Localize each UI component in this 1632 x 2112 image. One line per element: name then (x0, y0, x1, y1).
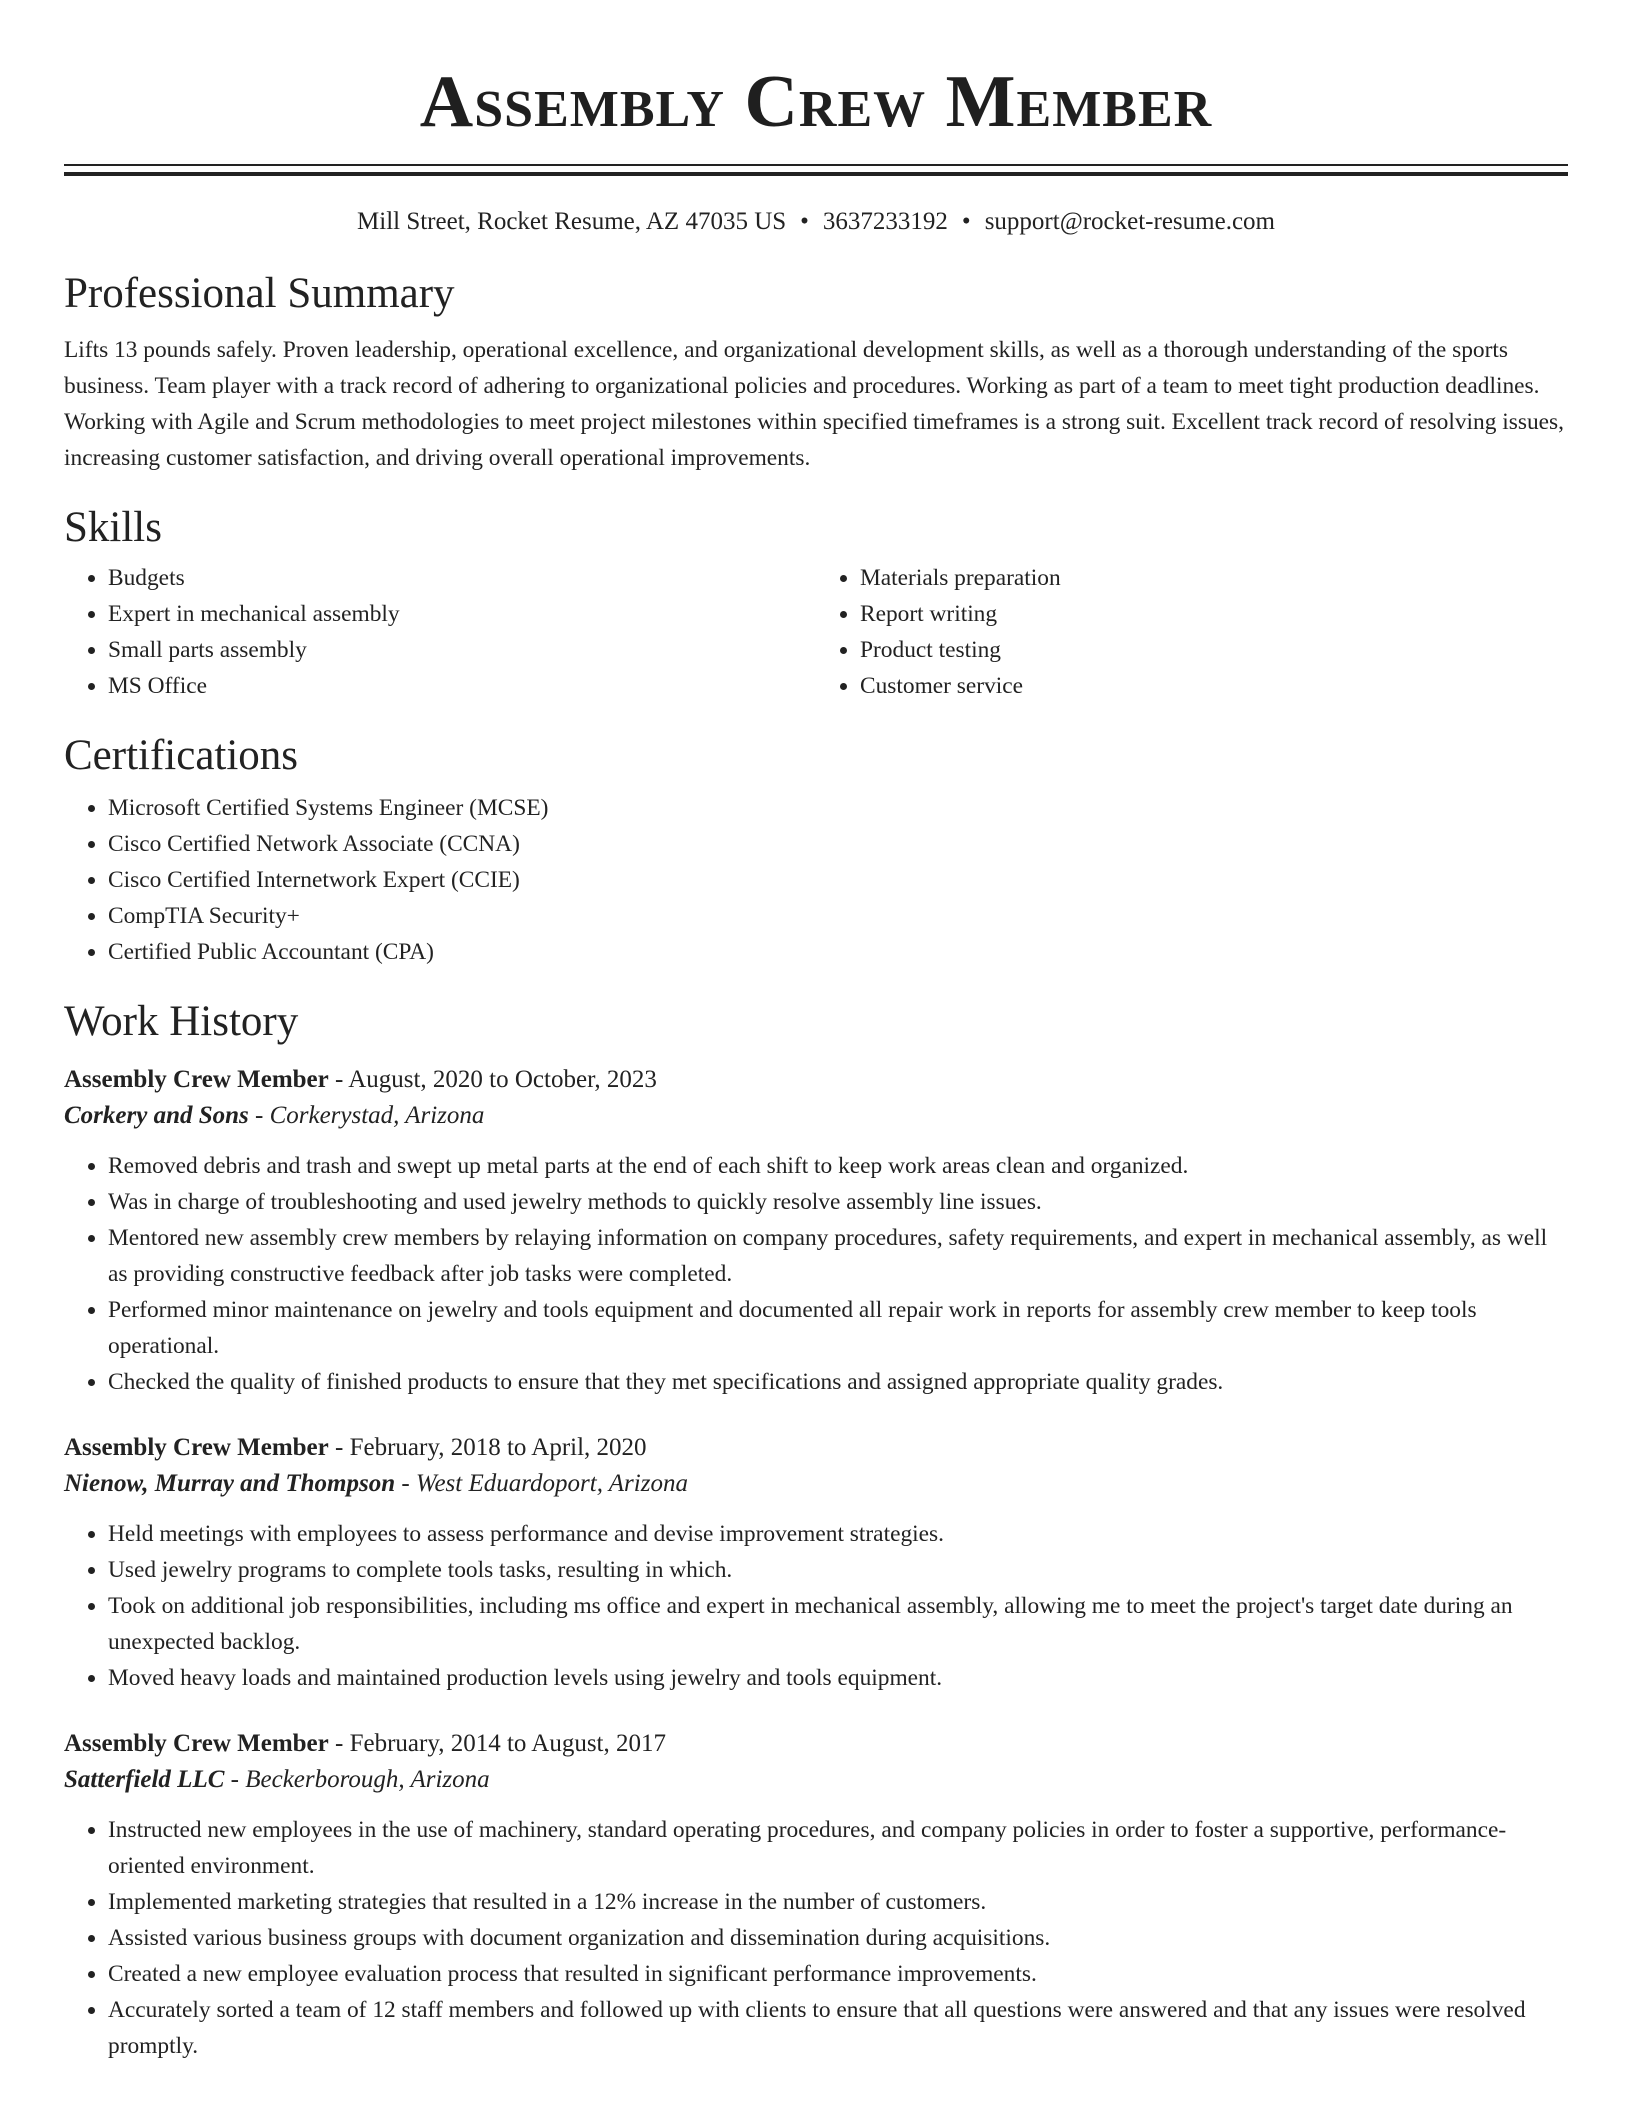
skill-item: • Materials preparation (860, 560, 1568, 596)
job-title: Assembly Crew Member (64, 1066, 329, 1093)
skills-columns (64, 560, 1568, 704)
job-bullet: • Instructed new employees in the use of machinery, standard operating procedures, and company policies in order to foster a supportive, performance-oriented environment. (108, 1812, 1568, 1884)
company-location: - Beckerborough, Arizona (224, 1766, 490, 1793)
header-divider-thick (64, 172, 1568, 176)
skills-heading: Skills (64, 504, 162, 551)
job-bullet: • Mentored new assembly crew members by relaying information on company procedures, safety requirements, and expert in mechanical assembly, as well as providing constructive feedback after job tasks were completed. (108, 1220, 1568, 1292)
certifications-heading: Certifications (64, 732, 299, 779)
contact-separator: • (800, 208, 809, 235)
job-bullet: • Removed debris and trash and swept up metal parts at the end of each shift to keep work areas clean and organized. (108, 1148, 1568, 1184)
certification-item: • Cisco Certified Internetwork Expert (CCIE) (108, 862, 1568, 898)
job-bullet: • Assisted various business groups with document organization and dissemination during acquisitions. (108, 1920, 1568, 1956)
skill-item: • Product testing (860, 632, 1568, 668)
company-name: Corkery and Sons (64, 1102, 249, 1129)
job-title: Assembly Crew Member (64, 1730, 329, 1757)
contact-email: support@rocket-resume.com (984, 208, 1275, 235)
skill-item: • Small parts assembly (108, 632, 816, 668)
skill-item: • Customer service (860, 668, 1568, 704)
candidate-name: Assembly Crew Member (419, 61, 1213, 143)
certification-item: • Cisco Certified Network Associate (CCNA) (108, 826, 1568, 862)
company-line (64, 1098, 1568, 1134)
header-divider-thin (64, 164, 1568, 166)
job-entry (64, 1430, 1568, 1696)
summary-heading: Professional Summary (64, 270, 455, 317)
company-location: - West Eduardoport, Arizona (395, 1470, 688, 1497)
skill-item: • Report writing (860, 596, 1568, 632)
job-title-line (64, 1726, 1568, 1762)
job-bullet: • Accurately sorted a team of 12 staff members and followed up with clients to ensure that all questions were answered and that any issues were resolved promptly. (108, 1992, 1568, 2064)
job-bullet: • Moved heavy loads and maintained production levels using jewelry and tools equipment. (108, 1660, 1568, 1696)
summary-text: Lifts 13 pounds safely. Proven leadership, operational excellence, and organizational development skills, as well as a thorough understanding of the sports business. Team player with a track record of adhering to organizational policies and procedures. Working as part of a team to meet tight production deadlines. Working with Agile and Scrum methodologies to meet project milestones within specified timeframes is a strong suit. Excellent track record of resolving issues, increasing customer satisfaction, and driving overall operational improvements. (64, 337, 1564, 471)
job-dates: - February, 2018 to April, 2020 (328, 1434, 647, 1461)
contact-separator: • (961, 208, 971, 235)
job-bullet: • Was in charge of troubleshooting and used jewelry methods to quickly resolve assembly line issues. (108, 1184, 1568, 1220)
job-bullet: • Implemented marketing strategies that resulted in a 12% increase in the number of customers. (108, 1884, 1568, 1920)
job-bullets (64, 1812, 1568, 2064)
job-entry (64, 1726, 1568, 2064)
certification-item: • CompTIA Security+ (108, 898, 1568, 934)
company-name: Satterfield LLC (64, 1766, 225, 1793)
company-line (64, 1762, 1568, 1798)
job-dates: - February, 2014 to August, 2017 (328, 1730, 666, 1757)
work-history-heading: Work History (64, 998, 299, 1045)
job-entry (64, 1062, 1568, 1400)
skill-item: • MS Office (108, 668, 816, 704)
job-title-line (64, 1430, 1568, 1466)
job-bullet: • Checked the quality of finished products to ensure that they met specifications and assigned appropriate quality grades. (108, 1364, 1568, 1400)
job-bullet: • Held meetings with employees to assess performance and devise improvement strategies. (108, 1516, 1568, 1552)
job-title-line (64, 1062, 1568, 1098)
resume-page (64, 0, 1568, 2064)
skill-item: • Budgets (108, 560, 816, 596)
company-name: Nienow, Murray and Thompson (64, 1470, 396, 1497)
company-location: - Corkerystad, Arizona (248, 1102, 485, 1129)
job-bullet: • Took on additional job responsibilities, including ms office and expert in mechanical assembly, allowing me to meet the project's target date during an unexpected backlog. (108, 1588, 1568, 1660)
job-bullet: • Performed minor maintenance on jewelry and tools equipment and documented all repair work in reports for assembly crew member to keep tools operational. (108, 1292, 1568, 1364)
skills-list-right (816, 560, 1568, 704)
job-bullet: • Used jewelry programs to complete tools tasks, resulting in which. (108, 1552, 1568, 1588)
company-line (64, 1466, 1568, 1502)
contact-phone: 3637233192 (822, 208, 948, 235)
certification-item: • Microsoft Certified Systems Engineer (MCSE) (108, 790, 1568, 826)
job-bullet: • Created a new employee evaluation process that resulted in significant performance improvements. (108, 1956, 1568, 1992)
job-title: Assembly Crew Member (64, 1434, 329, 1461)
job-bullets (64, 1148, 1568, 1400)
job-dates: - August, 2020 to October, 2023 (328, 1066, 657, 1093)
job-bullets (64, 1516, 1568, 1696)
skill-item: • Expert in mechanical assembly (108, 596, 816, 632)
contact-address: Mill Street, Rocket Resume, AZ 47035 US (357, 208, 787, 235)
certifications-list (64, 790, 1568, 970)
skills-list-left (64, 560, 816, 704)
certification-item: • Certified Public Accountant (CPA) (108, 934, 1568, 970)
contact-line (64, 206, 1568, 238)
